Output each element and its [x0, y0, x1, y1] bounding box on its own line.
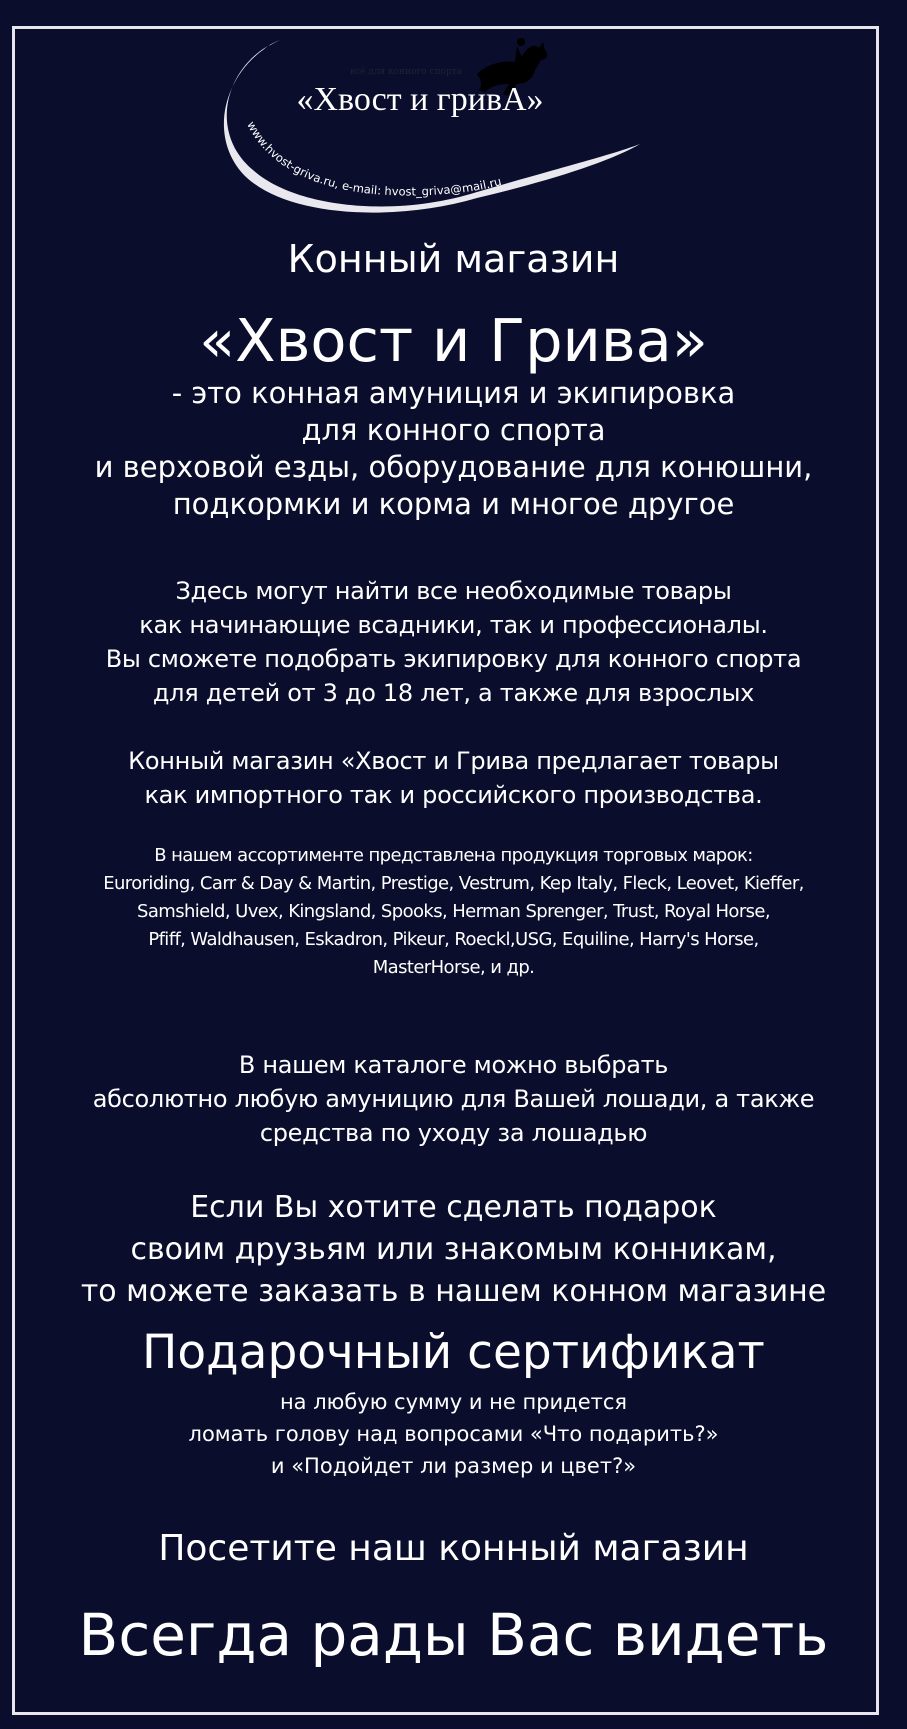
intro-line: Конный магазин	[287, 237, 620, 281]
intro-description: - это конная амуниция и экипировка для конного спорта и верховой езды, оборудование для конюшни, подкормки и корма и многое другое	[94, 376, 813, 521]
audience-paragraph: Здесь могут найти все необходимые товары как начинающие всадники, так и профессионалы. Вы сможете подобрать экипировку для конного спорта для детей от 3 до 18 лет, а также для взрослых	[105, 577, 802, 707]
store-logo	[215, 22, 665, 232]
store-name: «Хвост и Грива»	[199, 306, 708, 375]
logo-title: «Хвост и гривА»	[296, 81, 544, 118]
visit-line: Посетите наш конный магазин	[158, 1528, 749, 1569]
logo-tagline: всё для конного спорта	[350, 67, 463, 77]
welcome-line: Всегда рады Вас видеть	[78, 1601, 829, 1669]
gift-certificate-heading: Подарочный сертификат	[142, 1325, 765, 1380]
origin-paragraph: Конный магазин «Хвост и Грива предлагает товары как импортного так и российского производства.	[128, 747, 779, 809]
logo-contacts: www.hvost-griva.ru, e-mail: hvost_griva@mail.ru	[244, 118, 503, 199]
gift-details: на любую сумму и не придется ломать голову над вопросами «Что подарить?» и «Подойдет ли размер и цвет?»	[188, 1390, 719, 1478]
catalog-paragraph: В нашем каталоге можно выбрать абсолютно любую амуницию для Вашей лошади, а также средства по уходу за лошадью	[92, 1051, 815, 1147]
brands-paragraph: В нашем ассортименте представлена продукция торговых марок: Euroriding, Carr & Day & Martin, Prestige, Vestrum, Kep Italy, Fleck, Leovet, Kieffer, Samshield, Uvex, Kingsland, Spooks, Herman Sprenger, Trust, Royal Horse, Pfiff, Waldhausen, Eskadron, Pikeur, Roeckl,USG, Equiline, Harry's Horse, MasterHorse, и др.	[103, 845, 804, 978]
gift-paragraph: Если Вы хотите сделать подарок своим друзьям или знакомым конникам, то можете заказать в нашем конном магазине	[80, 1190, 827, 1309]
